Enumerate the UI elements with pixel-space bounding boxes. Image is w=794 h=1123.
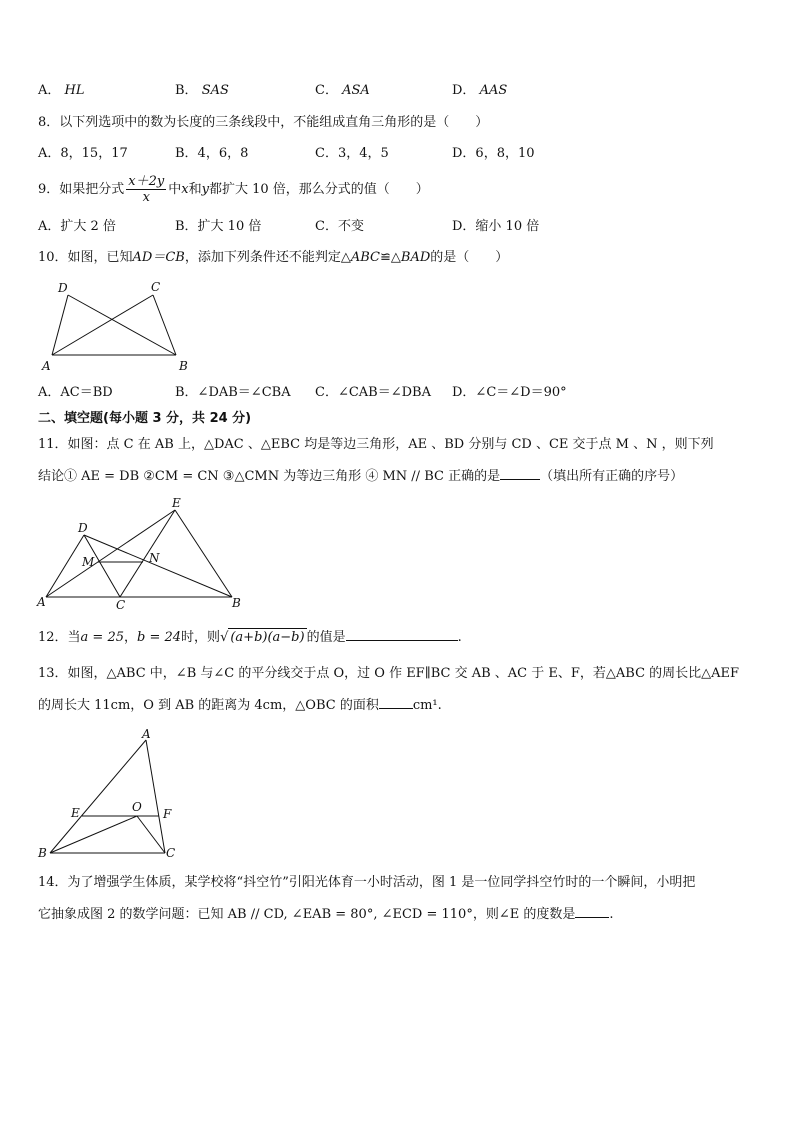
q7-option-a: A． HL [38, 83, 85, 98]
q9-option-b: B．扩大 10 倍 [175, 219, 262, 234]
q13-line2: 的周长大 11cm，O 到 AB 的距离为 4cm，△OBC 的面积 cm¹. [38, 698, 442, 713]
q14-line1: 14．为了增强学生体质，某学校将“抖空竹”引阳光体育一小时活动，图 1 是一位同学抖空竹时的一个瞬间，小明把 [38, 875, 696, 890]
q9-fraction: $\frac{x+2y}{x}$ [128, 174, 165, 205]
q10-option-b: B．∠DAB＝∠CBA [175, 385, 291, 400]
q12-stem: 12．当a = 25，b = 24时，则√ (a+b)(a−b) 的值是 . [38, 630, 462, 645]
label-e: E [71, 806, 80, 820]
label-a: A [42, 359, 51, 373]
q14-line2: 它抽象成图 2 的数学问题：已知 AB // CD, ∠EAB = 80°, ∠ECD = 110°，则∠E 的度数是 . [38, 907, 614, 922]
q7-option-c: C． ASA [315, 83, 370, 98]
q8-option-d: D．6，8，10 [452, 146, 535, 161]
q8-option-b: B．4，6，8 [175, 146, 249, 161]
label-n: N [149, 551, 160, 565]
q10-stem: 10．如图，已知AD＝CB，添加下列条件还不能判定△ABC≌△BAD的是（ ） [38, 250, 509, 265]
q11-line2: 结论① AE = DB ②CM = CN ③△CMN 为等边三角形 ④ MN // BC 正确的是 （填出所有正确的序号） [38, 469, 684, 484]
label-b: B [38, 846, 47, 860]
q14-answer-blank[interactable] [575, 905, 609, 918]
q8-option-a: A．8，15，17 [38, 146, 128, 161]
label-m: M [82, 555, 95, 569]
label-c: C [116, 598, 126, 612]
q10-option-d: D．∠C＝∠D＝90° [452, 385, 567, 400]
label-d: D [58, 281, 68, 295]
label-a: A [142, 727, 151, 741]
section-title: 二、填空题(每小题 3 分，共 24 分) [38, 411, 252, 426]
label-e: E [172, 496, 181, 510]
q8-option-c: C．3，4，5 [315, 146, 389, 161]
q9-stem: 9．如果把分式 $\frac{x+2y}{x}$ 中x和y都扩大 10 倍，那么分式的值（ ） [38, 174, 429, 205]
label-c: C [151, 280, 161, 294]
label-c: C [166, 846, 176, 860]
q8-stem: 8．以下列选项中的数为长度的三条线段中，不能组成直角三角形的是（ ） [38, 115, 489, 130]
q13-line1: 13．如图，△ABC 中，∠B 与∠C 的平分线交于点 O，过 O 作 EF∥BC 交 AB 、AC 于 E、F，若△ABC 的周长比△AEF [38, 666, 740, 681]
q9-option-c: C．不变 [315, 219, 364, 234]
q10-option-c: C．∠CAB＝∠DBA [315, 385, 431, 400]
q11-line1: 11．如图：点 C 在 AB 上，△DAC 、△EBC 均是等边三角形，AE 、BD 分别与 CD 、CE 交于点 M 、N ，则下列 [38, 437, 714, 452]
q7-option-b: B． SAS [175, 83, 229, 98]
label-b: B [179, 359, 188, 373]
q12-sqrt-expr: (a+b)(a−b) [230, 630, 305, 645]
label-f: F [163, 807, 172, 821]
q9-option-a: A．扩大 2 倍 [38, 219, 116, 234]
q10-option-a: A．AC＝BD [38, 385, 113, 400]
q9-option-d: D．缩小 10 倍 [452, 219, 540, 234]
q7-option-d: D． AAS [452, 83, 508, 98]
label-b: B [232, 596, 241, 610]
label-o: O [132, 800, 142, 814]
label-d: D [78, 521, 88, 535]
label-a: A [37, 595, 46, 609]
